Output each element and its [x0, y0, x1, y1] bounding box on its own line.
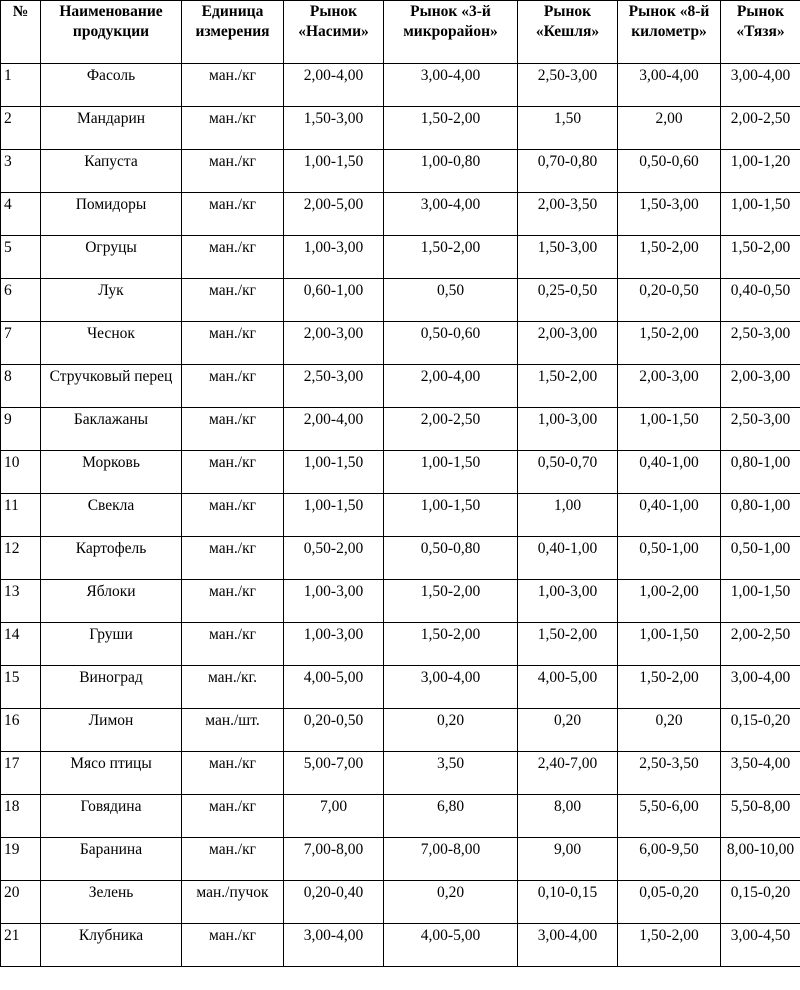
price-nasimi-cell: 0,20-0,40: [284, 881, 384, 924]
price-8th-km-cell: 1,50-2,00: [618, 666, 721, 709]
price-8th-km-cell: 6,00-9,50: [618, 838, 721, 881]
price-3rd-microdistrict-cell: 3,00-4,00: [384, 666, 518, 709]
price-tyazya-cell: 5,50-8,00: [721, 795, 800, 838]
price-keshla-cell: 1,00-3,00: [518, 580, 618, 623]
price-keshla-cell: 1,00-3,00: [518, 408, 618, 451]
price-tyazya-cell: 1,50-2,00: [721, 236, 800, 279]
price-keshla-cell: 1,00: [518, 494, 618, 537]
header-product-name: Наименование продукции: [41, 1, 182, 64]
price-8th-km-cell: 0,50-1,00: [618, 537, 721, 580]
price-nasimi-cell: 0,50-2,00: [284, 537, 384, 580]
unit-cell: ман./кг: [182, 537, 284, 580]
price-8th-km-cell: 1,50-2,00: [618, 924, 721, 967]
row-number-cell: 3: [1, 150, 41, 193]
table-row: [1, 752, 800, 795]
price-keshla-cell: 2,50-3,00: [518, 64, 618, 107]
unit-cell: ман./кг: [182, 795, 284, 838]
price-nasimi-cell: 1,00-3,00: [284, 580, 384, 623]
price-keshla-cell: 0,20: [518, 709, 618, 752]
row-number-cell: 18: [1, 795, 41, 838]
product-name-cell: Груши: [41, 623, 182, 666]
table-body: [1, 64, 800, 967]
table-row: [1, 322, 800, 365]
price-keshla-cell: 4,00-5,00: [518, 666, 618, 709]
price-nasimi-cell: 5,00-7,00: [284, 752, 384, 795]
price-3rd-microdistrict-cell: 1,00-0,80: [384, 150, 518, 193]
product-name-cell: Огруцы: [41, 236, 182, 279]
price-3rd-microdistrict-cell: 1,00-1,50: [384, 494, 518, 537]
price-3rd-microdistrict-cell: 2,00-2,50: [384, 408, 518, 451]
price-3rd-microdistrict-cell: 3,50: [384, 752, 518, 795]
price-nasimi-cell: 2,00-4,00: [284, 408, 384, 451]
product-name-cell: Морковь: [41, 451, 182, 494]
product-name-cell: Стручковый перец: [41, 365, 182, 408]
price-3rd-microdistrict-cell: 1,50-2,00: [384, 580, 518, 623]
row-number-cell: 20: [1, 881, 41, 924]
product-name-cell: Баклажаны: [41, 408, 182, 451]
row-number-cell: 16: [1, 709, 41, 752]
header-market-3rd-microdistrict: Рынок «3-й микрорайон»: [384, 1, 518, 64]
price-tyazya-cell: 2,00-3,00: [721, 365, 800, 408]
table-row: [1, 666, 800, 709]
price-keshla-cell: 3,00-4,00: [518, 924, 618, 967]
product-name-cell: Свекла: [41, 494, 182, 537]
price-3rd-microdistrict-cell: 1,50-2,00: [384, 623, 518, 666]
product-name-cell: Виноград: [41, 666, 182, 709]
product-name-cell: Фасоль: [41, 64, 182, 107]
price-nasimi-cell: 0,60-1,00: [284, 279, 384, 322]
price-tyazya-cell: 8,00-10,00: [721, 838, 800, 881]
price-8th-km-cell: 0,50-0,60: [618, 150, 721, 193]
price-3rd-microdistrict-cell: 1,50-2,00: [384, 236, 518, 279]
price-nasimi-cell: 1,00-3,00: [284, 623, 384, 666]
unit-cell: ман./кг: [182, 193, 284, 236]
product-name-cell: Капуста: [41, 150, 182, 193]
unit-cell: ман./кг: [182, 279, 284, 322]
price-nasimi-cell: 2,00-4,00: [284, 64, 384, 107]
price-nasimi-cell: 3,00-4,00: [284, 924, 384, 967]
product-name-cell: Яблоки: [41, 580, 182, 623]
price-8th-km-cell: 3,00-4,00: [618, 64, 721, 107]
price-3rd-microdistrict-cell: 0,20: [384, 881, 518, 924]
price-tyazya-cell: 2,00-2,50: [721, 107, 800, 150]
row-number-cell: 8: [1, 365, 41, 408]
table-row: [1, 193, 800, 236]
price-tyazya-cell: 0,15-0,20: [721, 881, 800, 924]
price-8th-km-cell: 1,50-2,00: [618, 322, 721, 365]
price-8th-km-cell: 0,40-1,00: [618, 494, 721, 537]
row-number-cell: 14: [1, 623, 41, 666]
price-8th-km-cell: 0,20-0,50: [618, 279, 721, 322]
price-3rd-microdistrict-cell: 1,00-1,50: [384, 451, 518, 494]
unit-cell: ман./кг: [182, 64, 284, 107]
price-3rd-microdistrict-cell: 2,00-4,00: [384, 365, 518, 408]
table-row: [1, 537, 800, 580]
price-nasimi-cell: 1,00-1,50: [284, 150, 384, 193]
price-tyazya-cell: 0,50-1,00: [721, 537, 800, 580]
table-row: [1, 838, 800, 881]
unit-cell: ман./кг: [182, 408, 284, 451]
product-name-cell: Говядина: [41, 795, 182, 838]
table-row: [1, 408, 800, 451]
unit-cell: ман./кг: [182, 150, 284, 193]
price-keshla-cell: 2,00-3,00: [518, 322, 618, 365]
product-name-cell: Лимон: [41, 709, 182, 752]
price-tyazya-cell: 3,00-4,50: [721, 924, 800, 967]
table-row: [1, 150, 800, 193]
table-row: [1, 494, 800, 537]
table-row: [1, 107, 800, 150]
price-tyazya-cell: 3,00-4,00: [721, 64, 800, 107]
price-nasimi-cell: 1,00-1,50: [284, 494, 384, 537]
price-8th-km-cell: 1,00-1,50: [618, 408, 721, 451]
price-tyazya-cell: 0,80-1,00: [721, 494, 800, 537]
product-name-cell: Мясо птицы: [41, 752, 182, 795]
price-8th-km-cell: 1,50-3,00: [618, 193, 721, 236]
price-3rd-microdistrict-cell: 4,00-5,00: [384, 924, 518, 967]
product-name-cell: Клубника: [41, 924, 182, 967]
row-number-cell: 11: [1, 494, 41, 537]
price-keshla-cell: 2,00-3,50: [518, 193, 618, 236]
price-keshla-cell: 0,70-0,80: [518, 150, 618, 193]
unit-cell: ман./кг: [182, 451, 284, 494]
unit-cell: ман./кг: [182, 494, 284, 537]
table-row: [1, 451, 800, 494]
price-3rd-microdistrict-cell: 0,50-0,80: [384, 537, 518, 580]
price-8th-km-cell: 0,40-1,00: [618, 451, 721, 494]
unit-cell: ман./кг: [182, 838, 284, 881]
price-8th-km-cell: 0,20: [618, 709, 721, 752]
unit-cell: ман./кг: [182, 623, 284, 666]
price-8th-km-cell: 5,50-6,00: [618, 795, 721, 838]
unit-cell: ман./кг: [182, 924, 284, 967]
price-3rd-microdistrict-cell: 1,50-2,00: [384, 107, 518, 150]
unit-cell: ман./пучок: [182, 881, 284, 924]
table-row: [1, 795, 800, 838]
row-number-cell: 17: [1, 752, 41, 795]
price-keshla-cell: 0,50-0,70: [518, 451, 618, 494]
price-keshla-cell: 0,40-1,00: [518, 537, 618, 580]
price-keshla-cell: 1,50-2,00: [518, 623, 618, 666]
price-3rd-microdistrict-cell: 3,00-4,00: [384, 193, 518, 236]
row-number-cell: 7: [1, 322, 41, 365]
product-name-cell: Зелень: [41, 881, 182, 924]
table-row: [1, 924, 800, 967]
price-keshla-cell: 9,00: [518, 838, 618, 881]
table-row: [1, 279, 800, 322]
price-nasimi-cell: 7,00-8,00: [284, 838, 384, 881]
header-market-keshla: Рынок «Кешля»: [518, 1, 618, 64]
price-nasimi-cell: 2,00-5,00: [284, 193, 384, 236]
unit-cell: ман./кг: [182, 322, 284, 365]
price-8th-km-cell: 2,00-3,00: [618, 365, 721, 408]
row-number-cell: 1: [1, 64, 41, 107]
price-tyazya-cell: 1,00-1,50: [721, 580, 800, 623]
unit-cell: ман./кг.: [182, 666, 284, 709]
price-keshla-cell: 1,50-2,00: [518, 365, 618, 408]
price-tyazya-cell: 1,00-1,50: [721, 193, 800, 236]
price-tyazya-cell: 0,15-0,20: [721, 709, 800, 752]
price-keshla-cell: 2,40-7,00: [518, 752, 618, 795]
price-nasimi-cell: 7,00: [284, 795, 384, 838]
unit-cell: ман./кг: [182, 752, 284, 795]
price-nasimi-cell: 1,00-1,50: [284, 451, 384, 494]
header-unit: Единица измерения: [182, 1, 284, 64]
row-number-cell: 13: [1, 580, 41, 623]
price-keshla-cell: 0,25-0,50: [518, 279, 618, 322]
price-8th-km-cell: 0,05-0,20: [618, 881, 721, 924]
row-number-cell: 19: [1, 838, 41, 881]
product-name-cell: Мандарин: [41, 107, 182, 150]
table-row: [1, 64, 800, 107]
price-keshla-cell: 1,50: [518, 107, 618, 150]
row-number-cell: 21: [1, 924, 41, 967]
price-nasimi-cell: 1,00-3,00: [284, 236, 384, 279]
price-3rd-microdistrict-cell: 3,00-4,00: [384, 64, 518, 107]
price-3rd-microdistrict-cell: 0,50: [384, 279, 518, 322]
row-number-cell: 10: [1, 451, 41, 494]
table-row: [1, 709, 800, 752]
price-keshla-cell: 1,50-3,00: [518, 236, 618, 279]
price-tyazya-cell: 2,50-3,00: [721, 408, 800, 451]
unit-cell: ман./кг: [182, 365, 284, 408]
price-tyazya-cell: 2,00-2,50: [721, 623, 800, 666]
unit-cell: ман./шт.: [182, 709, 284, 752]
unit-cell: ман./кг: [182, 236, 284, 279]
price-tyazya-cell: 0,40-0,50: [721, 279, 800, 322]
price-tyazya-cell: 0,80-1,00: [721, 451, 800, 494]
price-tyazya-cell: 2,50-3,00: [721, 322, 800, 365]
price-nasimi-cell: 4,00-5,00: [284, 666, 384, 709]
table-row: [1, 236, 800, 279]
product-name-cell: Баранина: [41, 838, 182, 881]
price-keshla-cell: 8,00: [518, 795, 618, 838]
price-8th-km-cell: 2,00: [618, 107, 721, 150]
price-3rd-microdistrict-cell: 0,20: [384, 709, 518, 752]
header-row: [1, 1, 800, 64]
price-8th-km-cell: 2,50-3,50: [618, 752, 721, 795]
price-8th-km-cell: 1,00-1,50: [618, 623, 721, 666]
price-tyazya-cell: 3,50-4,00: [721, 752, 800, 795]
price-nasimi-cell: 2,50-3,00: [284, 365, 384, 408]
table-row: [1, 580, 800, 623]
price-tyazya-cell: 1,00-1,20: [721, 150, 800, 193]
price-8th-km-cell: 1,50-2,00: [618, 236, 721, 279]
header-market-8th-km: Рынок «8-й километр»: [618, 1, 721, 64]
price-3rd-microdistrict-cell: 7,00-8,00: [384, 838, 518, 881]
price-keshla-cell: 0,10-0,15: [518, 881, 618, 924]
product-name-cell: Картофель: [41, 537, 182, 580]
price-3rd-microdistrict-cell: 6,80: [384, 795, 518, 838]
price-nasimi-cell: 1,50-3,00: [284, 107, 384, 150]
unit-cell: ман./кг: [182, 107, 284, 150]
price-nasimi-cell: 0,20-0,50: [284, 709, 384, 752]
row-number-cell: 4: [1, 193, 41, 236]
row-number-cell: 15: [1, 666, 41, 709]
row-number-cell: 2: [1, 107, 41, 150]
row-number-cell: 6: [1, 279, 41, 322]
header-market-tyazya: Рынок «Тязя»: [721, 1, 800, 64]
price-nasimi-cell: 2,00-3,00: [284, 322, 384, 365]
table-row: [1, 365, 800, 408]
price-3rd-microdistrict-cell: 0,50-0,60: [384, 322, 518, 365]
row-number-cell: 12: [1, 537, 41, 580]
product-name-cell: Помидоры: [41, 193, 182, 236]
unit-cell: ман./кг: [182, 580, 284, 623]
header-market-nasimi: Рынок «Насими»: [284, 1, 384, 64]
table-row: [1, 881, 800, 924]
table-row: [1, 623, 800, 666]
product-name-cell: Чеснок: [41, 322, 182, 365]
row-number-cell: 9: [1, 408, 41, 451]
row-number-cell: 5: [1, 236, 41, 279]
header-number: №: [1, 1, 41, 64]
product-name-cell: Лук: [41, 279, 182, 322]
price-tyazya-cell: 3,00-4,00: [721, 666, 800, 709]
price-8th-km-cell: 1,00-2,00: [618, 580, 721, 623]
table-header: [1, 1, 800, 64]
